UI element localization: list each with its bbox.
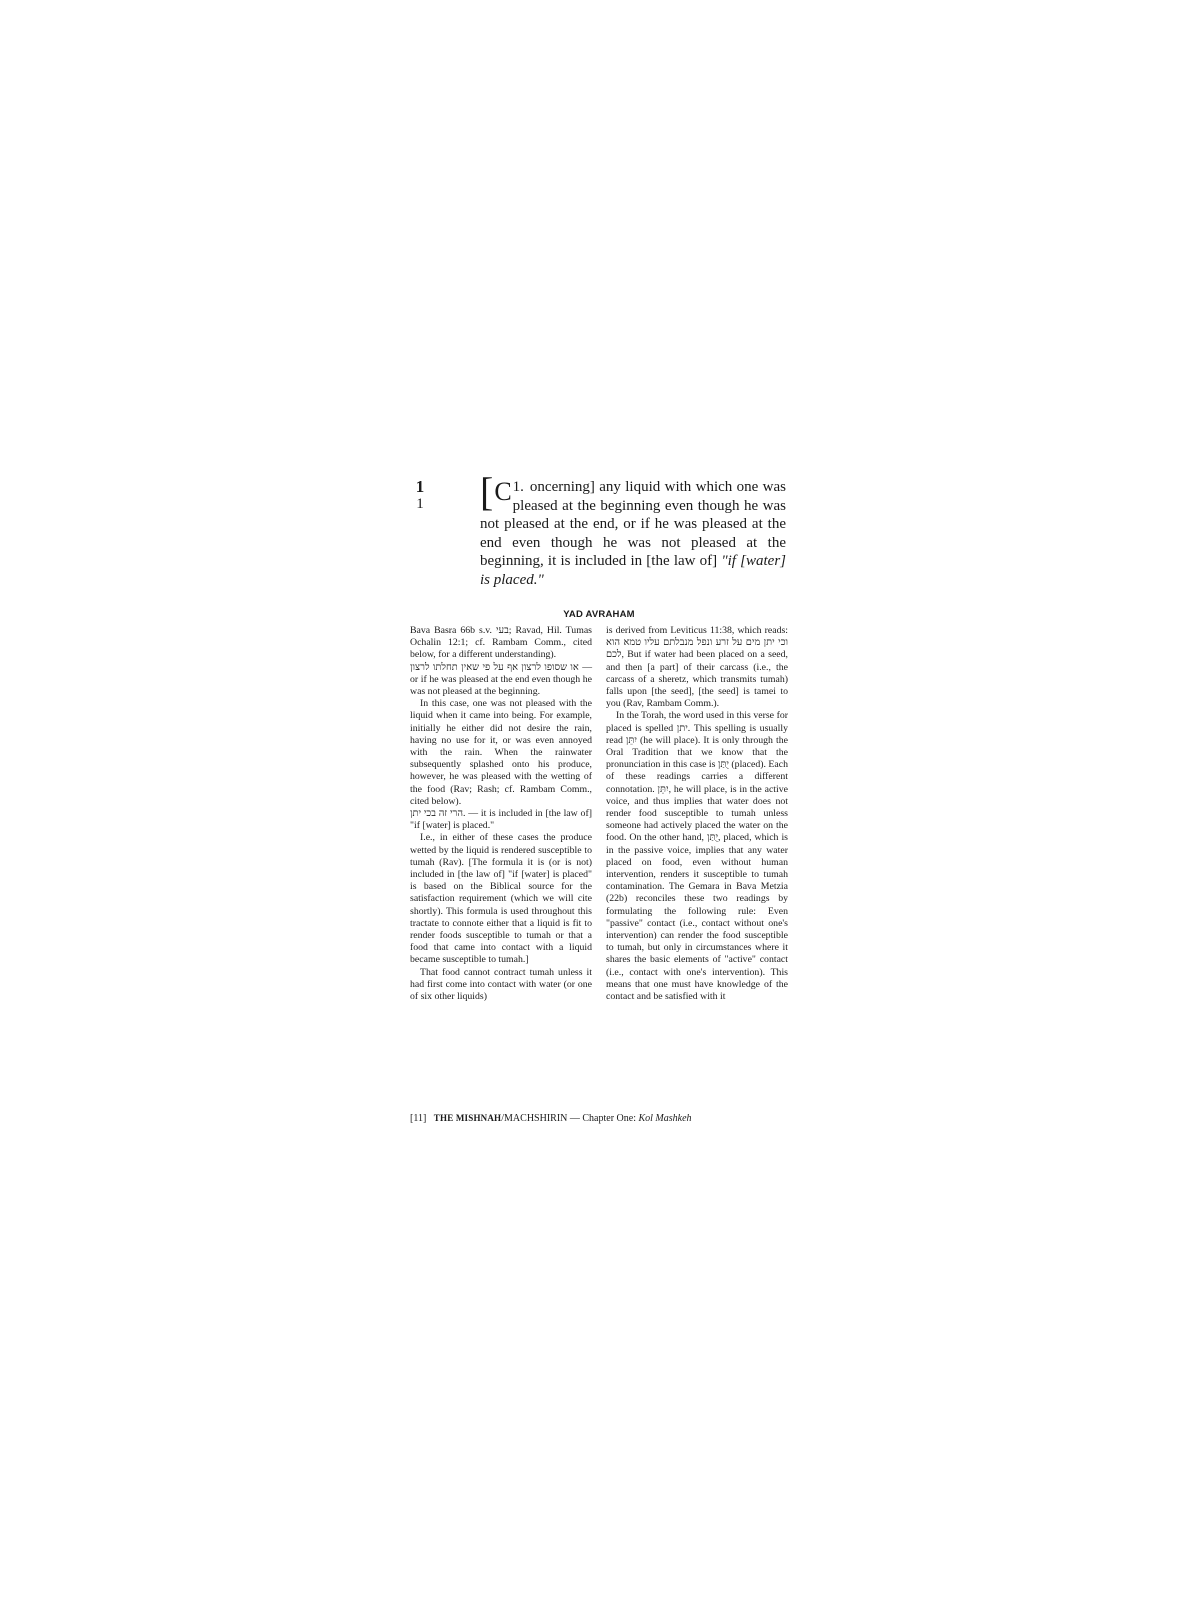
chapter-number: 1 <box>415 477 425 496</box>
commentary-paragraph: In the Torah, the word used in this verse for placed is spelled יתן. This spelling is usually read יִתֵּן (he will place). It is only through the Oral Tradition that we know that the pronunciation in this case is יֻתַּן (placed). Each of these readings carries a different connotation. יִתֵּן, he will place, is in the active voice, and thus implies that water does not render food susceptible to tumah unless someone had actively placed the water on the food. On the other hand, יֻתַּן, placed, which is in the passive voice, implies that any water placed on food, even without human intervention, renders it susceptible to tumah contamination. The Gemara in Bava Metzia (22b) reconciles these two readings by formulating the following rule: Even "passive" contact (i.e., contact without one's intervention) can render the food susceptible to tumah, but only in circumstances where it shares the basic elements of "active" contact (i.e., contact with one's intervention). This means that one must have knowledge of the contact and be satisfied with it <box>606 710 788 1003</box>
drop-cap: C <box>494 477 512 506</box>
footer-brand: THE MISHNAH <box>433 1113 502 1123</box>
commentary-paragraph: In this case, one was not pleased with the liquid when it came into being. For example, initially he either did not desire the rain, having no use for it, or was even annoyed with the rain. When the rainwater subsequently splashed onto his produce, however, he was pleased with the wetting of the food (Rav; Rash; cf. Rambam Comm., cited below). <box>410 698 592 807</box>
page-number: [11] <box>410 1113 427 1124</box>
commentary-lemma: או שסופו לרצון אף על פי שאין תחלתו לרצון — or if he was pleased at the end even though he was not pleased at the beginning. <box>410 661 592 698</box>
commentary-title: YAD AVRAHAM <box>563 609 635 620</box>
commentary-paragraph: Bava Basra 66b s.v. בעי; Ravad, Hil. Tumas Ochalin 12:1; cf. Rambam Comm., cited below, for a different understanding). <box>410 625 592 661</box>
page-footer <box>410 1113 790 1124</box>
mishnah-translation <box>480 469 787 590</box>
open-bracket: [ <box>480 469 494 514</box>
footer-tractate: /MACHSHIRIN — Chapter One: <box>501 1113 639 1124</box>
commentary-paragraph: That food cannot contract tumah unless it had first come into contact with water (or one of six other liquids) <box>410 966 592 1003</box>
commentary-column-left <box>410 625 592 1003</box>
commentary-paragraph: I.e., in either of these cases the produce wetted by the liquid is rendered susceptible to tumah (Rav). [The formula it is (or is not) included in [the law of] "if [water] is placed" is based on the Biblical source for the satisfaction requirement (which we will cite shortly). This formula is used throughout this tractate to connote either that a liquid is fit to render foods susceptible to tumah or that a food that came into contact with a liquid became susceptible to tumah.] <box>410 832 592 966</box>
mishnah-text: oncerning] any liquid with which one was pleased at the beginning even though he was not pleased at the end, or if he was pleased at the end even though he was not pleased at the beginning, it is included in [the law of] <box>480 479 786 570</box>
mishnah-number-margin: 1 <box>416 496 424 512</box>
mishnah-text-italic: "if [water] is placed." <box>480 553 787 588</box>
commentary-lemma: הרי זה בכי יתן. — it is included in [the law of] "if [water] is placed." <box>410 808 592 832</box>
footer-chapter-name: Kol Mashkeh <box>638 1113 692 1124</box>
commentary-paragraph: is derived from Leviticus 11:38, which reads: וכי יתן מים על זרע ונפל מנבלתם עליו טמא הוא לכם, But if water had been placed on a seed, and then [a part] of their carcass (i.e., the carcass of a sheretz, which transmits tumah) falls upon [the seed], [the seed] is tamei to you (Rav, Rambam Comm.). <box>606 625 788 710</box>
mishnah-number: 1. <box>512 479 524 495</box>
commentary-column-right <box>606 625 788 1003</box>
